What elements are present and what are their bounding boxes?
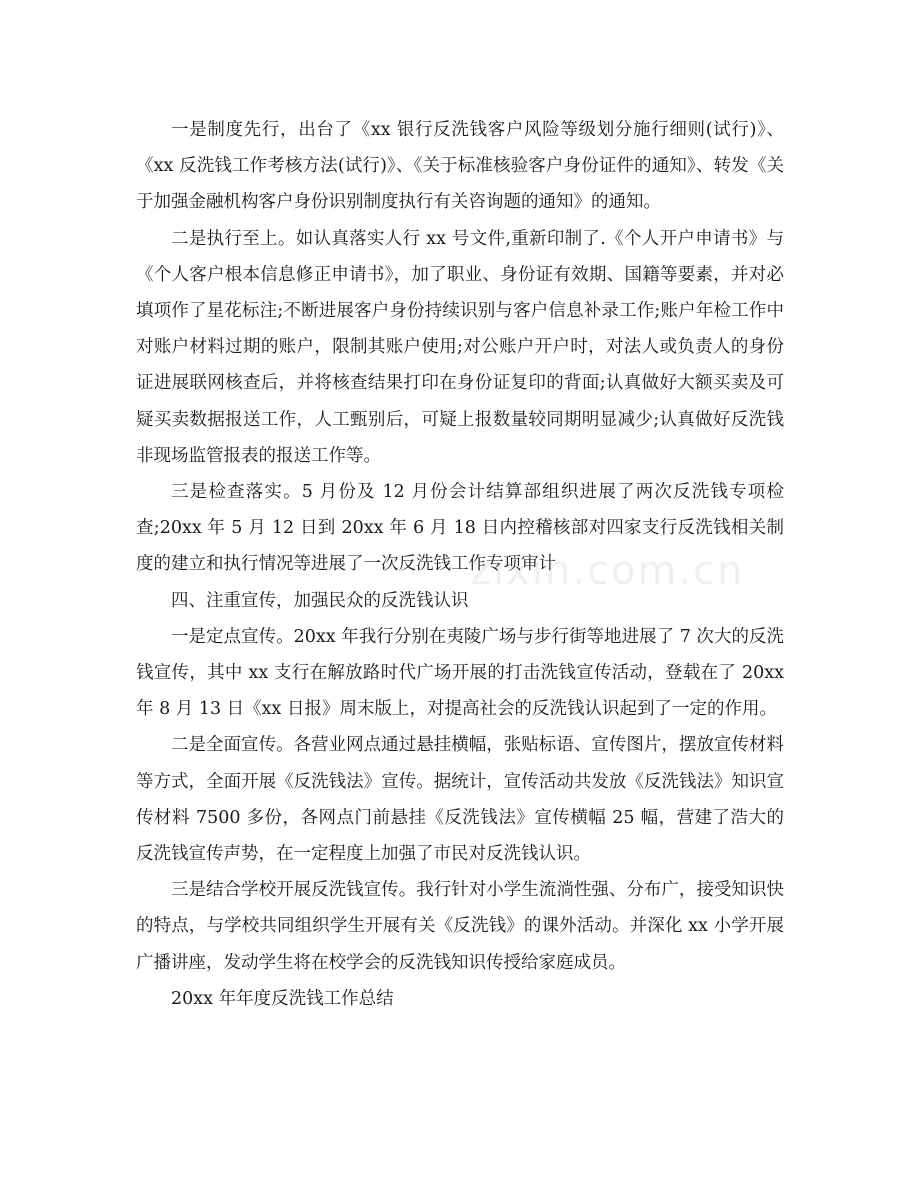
paragraph-inspection: 三是检查落实。5 月份及 12 月份会计结算部组织进展了两次反洗钱专项检查;20xx 年 5 月 12 日到 20xx 年 6 月 18 日内控稽核部对四家支行反洗钱相关制度的建立和执行情况等进展了一次反洗钱工作专项审计 <box>136 482 784 575</box>
section-heading-publicity: 四、注重宣传，加强民众的反洗钱认识 <box>171 590 469 611</box>
paragraph-school-publicity: 三是结合学校开展反洗钱宣传。我行针对小学生流淌性强、分布广，接受知识快的特点，与学校共同组织学生开展有关《反洗钱》的课外活动。并深化 xx 小学开展广播讲座，发动学生将在校学会的反洗钱知识传授给家庭成员。 <box>136 880 784 973</box>
paragraph-system-first: 一是制度先行，出台了《xx 银行反洗钱客户风险等级划分施行细则(试行)》、《xx 反洗钱工作考核方法(试行)》、《关于标准核验客户身份证件的通知》、转发《关于加强金融机构客户身份识别制度执行有关咨询题的通知》的通知。 <box>136 120 784 213</box>
watermark: zixin.com.cn <box>470 548 745 594</box>
document-body <box>136 112 784 1017</box>
paragraph-execution: 二是执行至上。如认真落实人行 xx 号文件,重新印制了.《个人开户申请书》与《个人客户根本信息修正申请书》，加了职业、身份证有效期、国籍等要素，并对必填项作了星花标注;不断进展客户身份持续识别与客户信息补录工作;账户年检工作中对账户材料过期的账户，限制其账户使用;对公账户开户时，对法人或负责人的身份证进展联网核查后，并将核查结果打印在身份证复印的背面;认真做好大额买卖及可疑买卖数据报送工作，人工甄别后，可疑上报数量较同期明显减少;认真做好反洗钱非现场监管报表的报送工作等。 <box>136 228 784 466</box>
summary-title: 20xx 年年度反洗钱工作总结 <box>171 988 394 1009</box>
paragraph-fixed-point-publicity: 一是定点宣传。20xx 年我行分别在夷陵广场与步行街等地进展了 7 次大的反洗钱宣传，其中 xx 支行在解放路时代广场开展的打击洗钱宣传活动，登载在了 20xx 年 8 月 13 日《xx 日报》周末版上，对提高社会的反洗钱认识起到了一定的作用。 <box>136 626 784 720</box>
paragraph-comprehensive-publicity: 二是全面宣传。各营业网点通过悬挂横幅，张贴标语、宣传图片，摆放宣传材料等方式，全面开展《反洗钱法》宣传。据统计，宣传活动共发放《反洗钱法》知识宣传材料 7500 多份，各网点门前悬挂《反洗钱法》宣传横幅 25 幅，营建了浩大的反洗钱宣传声势，在一定程度上加强了市民对反洗钱认识。 <box>136 735 784 865</box>
